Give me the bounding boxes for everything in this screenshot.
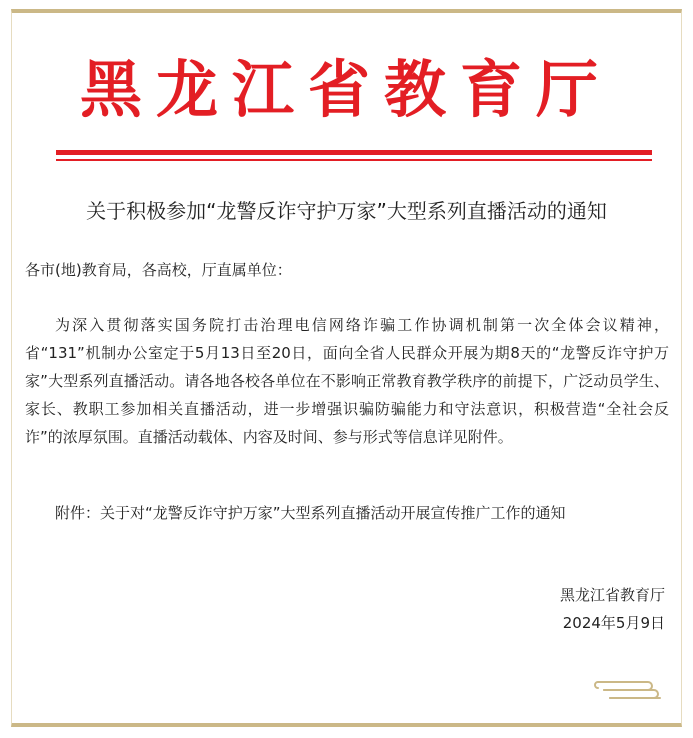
masthead-red-rule-thin (56, 159, 652, 161)
signature-date: 2024年5月9日 (562, 614, 665, 632)
scroll-ribbon-icon (594, 676, 666, 708)
attachment-line[interactable]: 附件：关于对“龙警反诈守护万家”大型系列直播活动开展宣传推广工作的通知 (55, 504, 566, 522)
masthead-logo: 黑龙江省教育厅 (79, 53, 612, 126)
signature-organization: 黑龙江省教育厅 (559, 586, 665, 604)
salutation: 各市(地)教育局，各高校，厅直属单位： (25, 261, 292, 279)
document-title: 关于积极参加“龙警反诈守护万家”大型系列直播活动的通知 (86, 199, 607, 223)
masthead-red-rule-thick (56, 150, 652, 155)
body-paragraph: 为深入贯彻落实国务院打击治理电信网络诈骗工作协调机制第一次全体会议精神，省“131”机制办公室定于5月13日至20日，面向全省人民群众开展为期8天的“龙警反诈守护万家”大型系列直播活动。请各地各校各单位在不影响正常教育教学秩序的前提下，广泛动员学生、家长、教职工参加相关直播活动，进一步增强识骗防骗能力和守法意识，积极营造“全社会反诈”的浓厚氛围。直播活动载体、内容及时间、参与形式等信息详见附件。 (25, 316, 669, 446)
